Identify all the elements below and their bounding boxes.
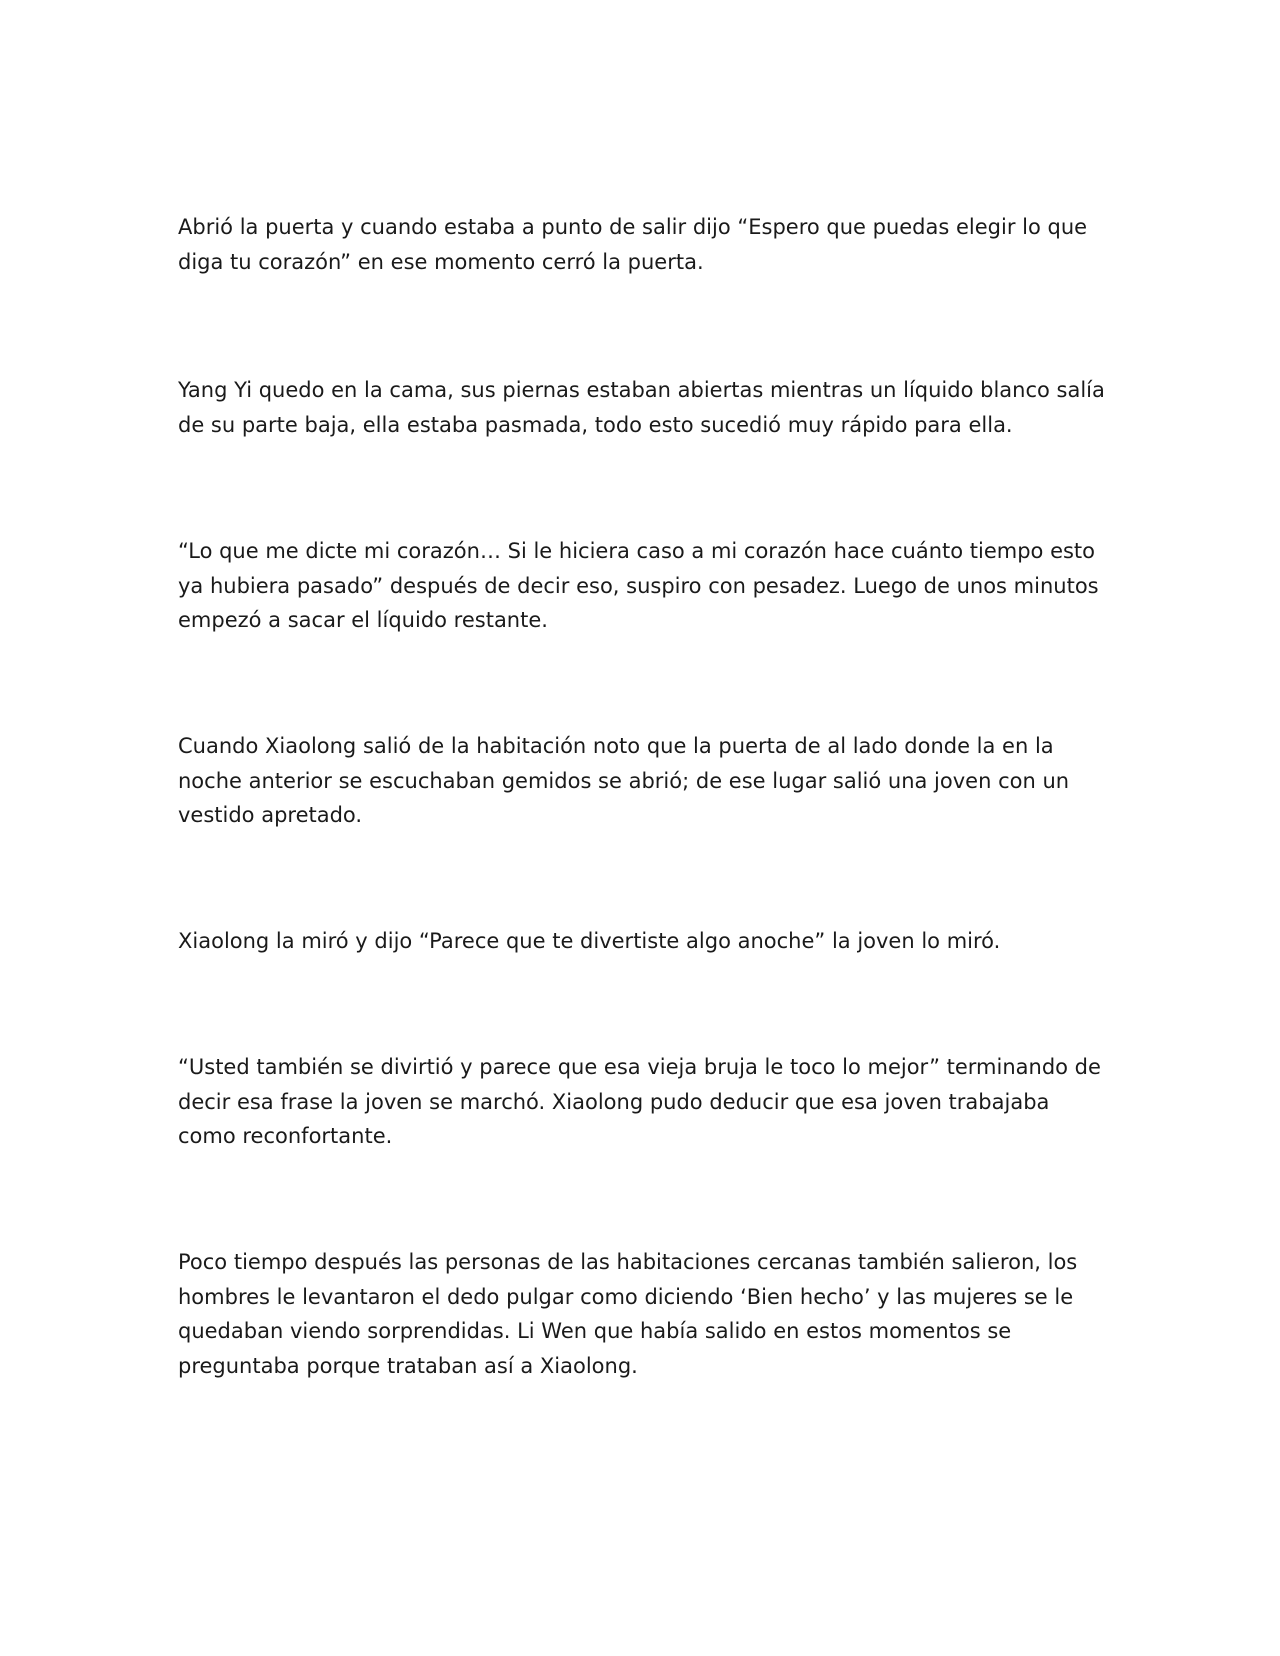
- paragraph-3: “Lo que me dicte mi corazón… Si le hiciera caso a mi corazón hace cuánto tiempo esto ya hubiera pasado” después de decir eso, suspiro con pesadez. Luego de unos minutos empezó a sacar el líquido restante.: [178, 539, 1099, 632]
- paragraph-5: Xiaolong la miró y dijo “Parece que te divertiste algo anoche” la joven lo miró.: [178, 929, 1001, 953]
- paragraph-7: Poco tiempo después las personas de las habitaciones cercanas también salieron, los hombres le levantaron el dedo pulgar como diciendo ‘Bien hecho’ y las mujeres se le quedaban viendo sorprendidas. Li Wen que había salido en estos momentos se preguntaba porque trataban así a Xiaolong.: [178, 1250, 1078, 1378]
- paragraph-2: Yang Yi quedo en la cama, sus piernas estaban abiertas mientras un líquido blanco salía de su parte baja, ella estaba pasmada, todo esto sucedió muy rápido para ella.: [178, 378, 1105, 437]
- paragraph-4: Cuando Xiaolong salió de la habitación noto que la puerta de al lado donde la en la noche anterior se escuchaban gemidos se abrió; de ese lugar salió una joven con un vestido apretado.: [178, 734, 1070, 827]
- paragraph-6: “Usted también se divirtió y parece que esa vieja bruja le toco lo mejor” terminando de decir esa frase la joven se marchó. Xiaolong pudo deducir que esa joven trabajaba como reconfortante.: [178, 1055, 1101, 1148]
- paragraph-1: Abrió la puerta y cuando estaba a punto de salir dijo “Espero que puedas elegir lo que diga tu corazón” en ese momento cerró la puerta.: [178, 215, 1088, 274]
